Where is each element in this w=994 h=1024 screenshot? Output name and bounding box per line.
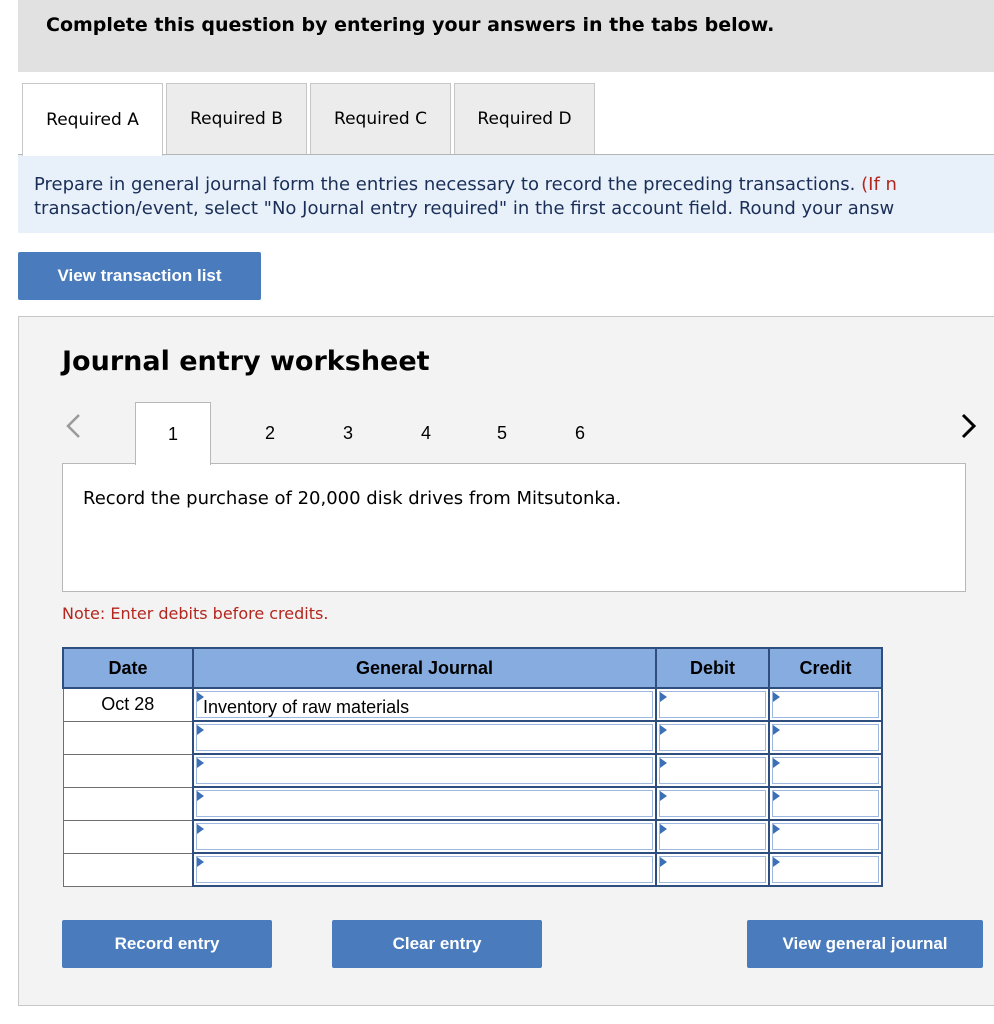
credit-input[interactable]	[772, 823, 879, 850]
clear-entry-button[interactable]: Clear entry	[332, 920, 542, 968]
table-row	[63, 754, 882, 787]
step-6[interactable]: 6	[574, 422, 585, 443]
debit-cell[interactable]	[656, 688, 769, 721]
dropdown-indicator-icon	[197, 725, 204, 735]
account-input[interactable]	[196, 691, 653, 718]
instructions-line1: Prepare in general journal form the entries necessary to record the preceding transactions.	[34, 174, 856, 195]
debit-cell[interactable]	[656, 754, 769, 787]
tab-label: Required C	[334, 109, 427, 129]
account-input[interactable]	[196, 856, 653, 883]
credit-input[interactable]	[772, 856, 879, 883]
debit-cell[interactable]	[656, 721, 769, 754]
table-row	[63, 688, 882, 721]
table-row	[63, 820, 882, 853]
dropdown-indicator-icon	[197, 824, 204, 834]
table-row	[63, 787, 882, 820]
date-cell[interactable]: Oct 28	[63, 688, 193, 721]
dropdown-indicator-icon	[773, 857, 780, 867]
header-debit: Debit	[656, 648, 769, 688]
dropdown-indicator-icon	[773, 758, 780, 768]
dropdown-indicator-icon	[197, 791, 204, 801]
account-value: Inventory of raw materials	[203, 697, 410, 717]
instructions-box	[18, 155, 994, 233]
transaction-description: Record the purchase of 20,000 disk drives from Mitsutonka.	[83, 488, 622, 509]
step-5[interactable]: 5	[496, 422, 507, 443]
credit-cell[interactable]	[769, 721, 882, 754]
credit-input[interactable]	[772, 724, 879, 751]
header-credit: Credit	[769, 648, 882, 688]
account-cell[interactable]	[193, 754, 656, 787]
dropdown-indicator-icon	[773, 791, 780, 801]
debit-cell[interactable]	[656, 787, 769, 820]
account-cell[interactable]	[193, 820, 656, 853]
dropdown-indicator-icon	[197, 758, 204, 768]
debit-input[interactable]	[659, 724, 766, 751]
dropdown-indicator-icon	[773, 692, 780, 702]
dropdown-indicator-icon	[660, 857, 667, 867]
tab-label: Required A	[46, 110, 139, 130]
tab-label: Required B	[190, 109, 283, 129]
account-cell[interactable]	[193, 853, 656, 886]
table-row	[63, 853, 882, 886]
dropdown-indicator-icon	[773, 725, 780, 735]
dropdown-indicator-icon	[660, 824, 667, 834]
tab-required-c[interactable]	[310, 83, 451, 154]
account-input[interactable]	[196, 823, 653, 850]
chevron-left-icon[interactable]	[64, 412, 84, 440]
account-cell[interactable]	[193, 787, 656, 820]
chevron-right-icon[interactable]	[958, 412, 978, 440]
credit-input[interactable]	[772, 757, 879, 784]
dropdown-indicator-icon	[773, 824, 780, 834]
tab-required-d[interactable]	[454, 83, 595, 154]
debit-input[interactable]	[659, 856, 766, 883]
step-4[interactable]: 4	[420, 422, 431, 443]
step-3[interactable]: 3	[342, 422, 353, 443]
table-row	[63, 721, 882, 754]
account-cell[interactable]	[193, 688, 656, 721]
date-cell[interactable]	[63, 820, 193, 853]
tab-required-b[interactable]	[166, 83, 307, 154]
debit-input[interactable]	[659, 790, 766, 817]
record-entry-button[interactable]: Record entry	[62, 920, 272, 968]
dropdown-indicator-icon	[197, 857, 204, 867]
tab-label: Required D	[477, 109, 572, 129]
date-cell[interactable]	[63, 754, 193, 787]
account-input[interactable]	[196, 790, 653, 817]
step-2[interactable]: 2	[264, 422, 275, 443]
date-cell[interactable]	[63, 853, 193, 886]
header-bar	[18, 0, 994, 72]
debit-input[interactable]	[659, 823, 766, 850]
credit-cell[interactable]	[769, 853, 882, 886]
worksheet-title: Journal entry worksheet	[62, 346, 430, 377]
credit-cell[interactable]	[769, 787, 882, 820]
dropdown-indicator-icon	[660, 758, 667, 768]
instructions-text	[34, 173, 994, 221]
instructions-line1-red: (If n	[861, 174, 897, 195]
date-cell[interactable]	[63, 787, 193, 820]
dropdown-indicator-icon	[660, 692, 667, 702]
step-1[interactable]: 1	[135, 402, 211, 465]
general-journal-table	[62, 647, 883, 887]
tab-required-a[interactable]	[22, 83, 163, 156]
credit-input[interactable]	[772, 691, 879, 718]
credit-input[interactable]	[772, 790, 879, 817]
account-cell[interactable]	[193, 721, 656, 754]
debit-input[interactable]	[659, 691, 766, 718]
dropdown-indicator-icon	[660, 725, 667, 735]
journal-header-row	[63, 648, 882, 688]
credit-cell[interactable]	[769, 688, 882, 721]
debit-credit-note: Note: Enter debits before credits.	[62, 604, 329, 623]
header-general-journal: General Journal	[193, 648, 656, 688]
transaction-description-box	[62, 463, 966, 592]
view-general-journal-button[interactable]: View general journal	[747, 920, 983, 968]
dropdown-indicator-icon	[660, 791, 667, 801]
credit-cell[interactable]	[769, 754, 882, 787]
debit-cell[interactable]	[656, 820, 769, 853]
debit-input[interactable]	[659, 757, 766, 784]
account-input[interactable]	[196, 724, 653, 751]
debit-cell[interactable]	[656, 853, 769, 886]
date-cell[interactable]	[63, 721, 193, 754]
header-date: Date	[63, 648, 193, 688]
view-transaction-list-button[interactable]: View transaction list	[18, 252, 261, 300]
account-input[interactable]	[196, 757, 653, 784]
credit-cell[interactable]	[769, 820, 882, 853]
header-title: Complete this question by entering your answers in the tabs below.	[46, 14, 775, 36]
instructions-line2: transaction/event, select "No Journal entry required" in the first account field. Round your answ	[34, 198, 895, 219]
